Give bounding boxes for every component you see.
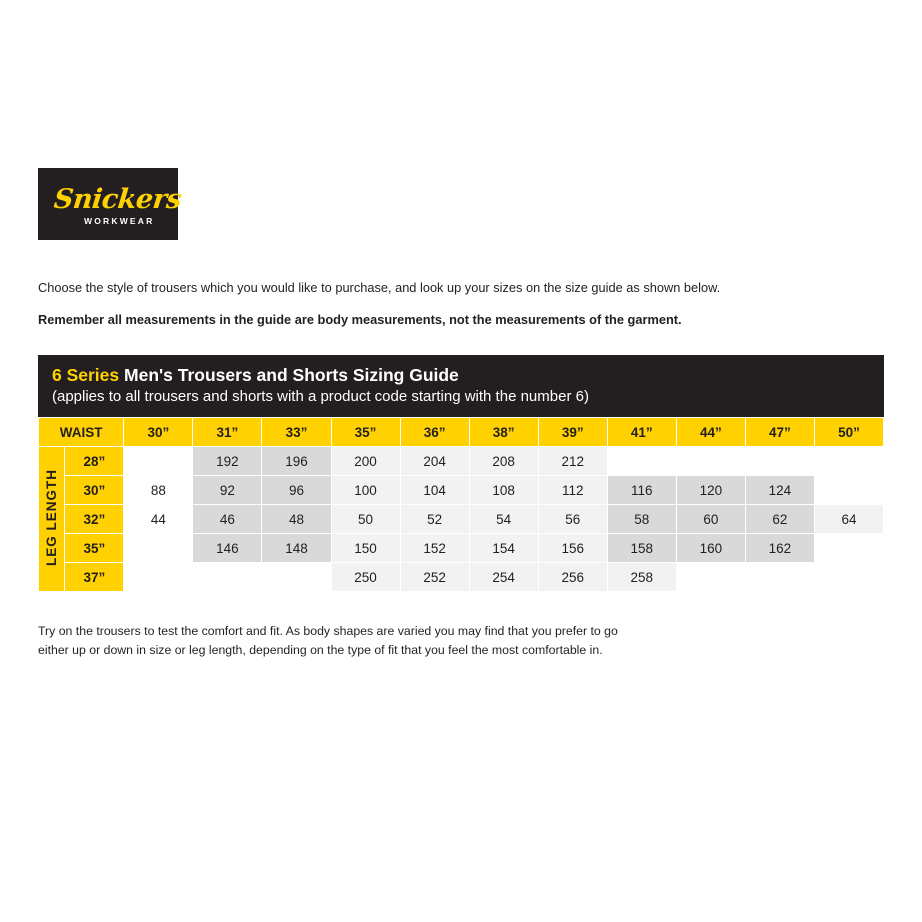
size-cell	[814, 534, 883, 563]
size-cell: 152	[400, 534, 469, 563]
size-cell: 124	[745, 476, 814, 505]
sizing-table-title-rest: Men's Trousers and Shorts Sizing Guide	[124, 365, 459, 386]
sizing-table-title-series: 6 Series	[52, 365, 120, 386]
waist-size-3: 35”	[331, 418, 400, 447]
size-cell	[814, 563, 883, 592]
size-cell	[814, 476, 883, 505]
size-cell: 200	[331, 447, 400, 476]
table-row	[39, 447, 884, 476]
leg-length-value: 30”	[65, 476, 124, 505]
size-cell: 256	[538, 563, 607, 592]
size-cell: 48	[262, 505, 331, 534]
leg-length-legend	[39, 447, 65, 592]
table-row	[39, 534, 884, 563]
size-cell: 58	[607, 505, 676, 534]
size-cell: 46	[193, 505, 262, 534]
table-row	[39, 505, 884, 534]
size-cell: 204	[400, 447, 469, 476]
waist-size-4: 36”	[400, 418, 469, 447]
size-cell: 258	[607, 563, 676, 592]
size-cell: 54	[469, 505, 538, 534]
size-cell: 156	[538, 534, 607, 563]
size-cell: 192	[193, 447, 262, 476]
logo-tagline-text: WORKWEAR	[84, 216, 155, 226]
size-cell: 96	[262, 476, 331, 505]
sizing-table-block	[38, 355, 884, 592]
size-cell	[676, 563, 745, 592]
sizing-table-body	[39, 447, 884, 592]
waist-size-10: 50”	[814, 418, 883, 447]
size-cell	[745, 563, 814, 592]
size-cell	[814, 447, 883, 476]
size-cell: 148	[262, 534, 331, 563]
sizing-table-title	[52, 365, 870, 386]
size-cell: 150	[331, 534, 400, 563]
footer-line-1: Try on the trousers to test the comfort and fit. As body shapes are varied you may find that you prefer to go	[38, 624, 618, 639]
leg-length-legend-label: LEG LENGTH	[44, 469, 60, 567]
header-row	[39, 418, 884, 447]
size-cell: 64	[814, 505, 883, 534]
waist-size-6: 39”	[538, 418, 607, 447]
size-cell	[124, 563, 193, 592]
waist-size-9: 47”	[745, 418, 814, 447]
size-cell	[124, 447, 193, 476]
size-cell: 60	[676, 505, 745, 534]
size-cell: 160	[676, 534, 745, 563]
size-cell: 56	[538, 505, 607, 534]
waist-size-5: 38”	[469, 418, 538, 447]
size-cell: 250	[331, 563, 400, 592]
size-guide-page	[38, 168, 884, 660]
sizing-table	[38, 417, 884, 592]
size-cell: 252	[400, 563, 469, 592]
size-cell: 108	[469, 476, 538, 505]
size-cell: 104	[400, 476, 469, 505]
footer-line-2: either up or down in size or leg length, depending on the type of fit that you feel the most comfortable in.	[38, 643, 603, 658]
waist-size-7: 41”	[607, 418, 676, 447]
size-cell: 162	[745, 534, 814, 563]
size-cell	[124, 534, 193, 563]
leg-length-value: 37”	[65, 563, 124, 592]
size-cell: 212	[538, 447, 607, 476]
leg-length-value: 28”	[65, 447, 124, 476]
size-cell: 44	[124, 505, 193, 534]
size-cell	[262, 563, 331, 592]
sizing-table-header	[38, 355, 884, 417]
size-cell: 146	[193, 534, 262, 563]
size-cell: 112	[538, 476, 607, 505]
size-cell: 120	[676, 476, 745, 505]
size-cell: 116	[607, 476, 676, 505]
sizing-table-subtitle: (applies to all trousers and shorts with a product code starting with the number 6)	[52, 388, 589, 406]
size-cell	[745, 447, 814, 476]
size-cell: 254	[469, 563, 538, 592]
waist-header-label: WAIST	[39, 418, 124, 447]
size-cell: 52	[400, 505, 469, 534]
size-cell: 92	[193, 476, 262, 505]
size-cell: 100	[331, 476, 400, 505]
waist-size-1: 31”	[193, 418, 262, 447]
size-cell: 50	[331, 505, 400, 534]
size-cell: 196	[262, 447, 331, 476]
table-row	[39, 563, 884, 592]
size-cell: 158	[607, 534, 676, 563]
footer-text	[38, 622, 884, 660]
size-cell	[193, 563, 262, 592]
intro-paragraph: Choose the style of trousers which you would like to purchase, and look up your sizes on the size guide as shown below.	[38, 280, 721, 295]
size-cell: 154	[469, 534, 538, 563]
size-cell: 208	[469, 447, 538, 476]
sizing-table-head	[39, 418, 884, 447]
waist-size-0: 30”	[124, 418, 193, 447]
intro-paragraph-bold: Remember all measurements in the guide are body measurements, not the measurements of the garment.	[38, 311, 682, 327]
size-cell	[676, 447, 745, 476]
leg-length-value: 32”	[65, 505, 124, 534]
size-cell: 88	[124, 476, 193, 505]
waist-size-8: 44”	[676, 418, 745, 447]
size-cell	[607, 447, 676, 476]
snickers-logo	[38, 168, 183, 240]
logo-brand-text: Snickers	[52, 184, 183, 215]
table-row	[39, 476, 884, 505]
size-cell: 62	[745, 505, 814, 534]
leg-length-value: 35”	[65, 534, 124, 563]
waist-size-2: 33”	[262, 418, 331, 447]
